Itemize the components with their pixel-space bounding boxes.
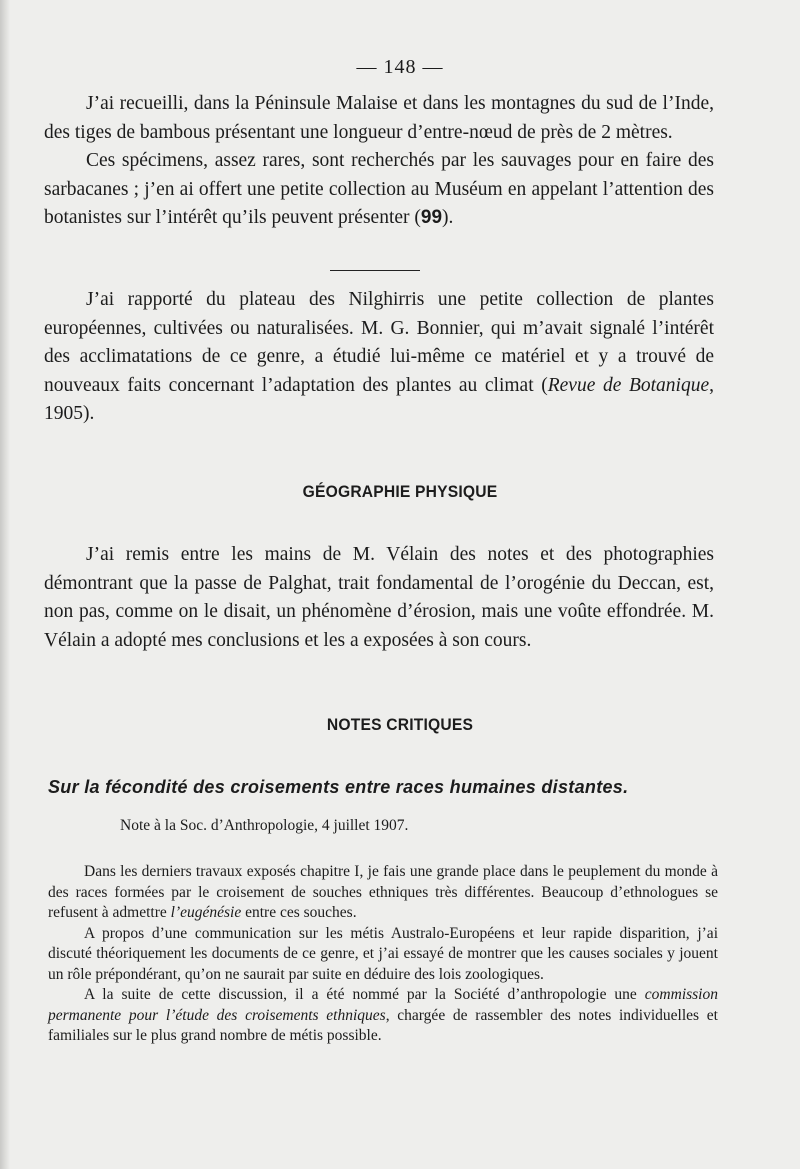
page-number: — 148 — [356, 56, 444, 78]
section-divider [330, 270, 420, 271]
paragraph-palghat: J’ai remis entre les mains de M. Vélain des notes et des photographies démontrant que la passe de Palghat, trait fondamental de l’orogénie du Deccan, est, non pas, comme on le disait, un phénomène d’érosion, mais une voûte effondrée. M. Vélain a adopté mes conclusions et les a exposées à son cours. [44, 544, 714, 651]
geographie-paragraph-block [44, 541, 714, 655]
section-title-geographie: GÉOGRAPHIE PHYSIQUE [302, 482, 498, 501]
note-reference: Note à la Soc. d’Anthropologie, 4 juillet 1907. [120, 817, 409, 834]
article-title: Sur la fécondité des croisements entre races humaines distantes. [48, 777, 629, 797]
paragraph-commission: A la suite de cette discussion, il a été nommé par la Société d’anthropologie une commission permanente pour l’étude des croisements ethniques, chargée de rassembler des notes individuelles et familiales sur le plus grand nombre de métis possible. [48, 986, 718, 1044]
paragraph-metis: A propos d’une communication sur les métis Australo-Européens et leur rapide disparition, j’ai discuté théoriquement les documents de ce genre, et j’ai essayé de montrer que les causes sociales y jouent un rôle prépondérant, qu’on ne saurait par suite en déduire des lois zoologiques. [48, 924, 718, 983]
paragraph-bambou: J’ai recueilli, dans la Péninsule Malaise et dans les montagnes du sud de l’Inde, des tiges de bambous présentant une longueur d’entre-nœud de près de 2 mètres. [44, 93, 714, 143]
notes-critiques-body [48, 862, 718, 1047]
page-gutter-shadow [0, 0, 10, 1169]
paragraph-sarbacanes: Ces spécimens, assez rares, sont recherchés par les sauvages pour en faire des sarbacanes ; j’en ai offert une petite collection au Muséum en appelant l’attention des botanistes sur l’intérêt qu’ils peuvent présenter (99). [44, 150, 714, 228]
journal-name: Revue de Botanique [547, 374, 710, 396]
intro-paragraphs [44, 90, 714, 233]
paragraph-eugenesie: Dans les derniers travaux exposés chapitre I, je fais une grande place dans le peuplement du monde à des races formées par le croisement de souches ethniques très différentes. Beaucoup d’ethnologues se refusent à admettre l’eugénésie entre ces souches. [48, 863, 718, 921]
paragraph-nilghirris: J’ai rapporté du plateau des Nilghirris une petite collection de plantes européennes, cultivées ou naturalisées. M. G. Bonnier, qui m’avait signalé l’intérêt des acclimatations de ce genre, a étudié lui-même ce matériel et y a trouvé de nouveaux faits concernant l’adaptation des plantes au climat (Revue de Botanique, 1905). [44, 289, 714, 424]
section-title-notes-critiques: NOTES CRITIQUES [326, 715, 474, 734]
nilghirris-paragraph-block [44, 286, 714, 429]
reference-number: 99 [420, 207, 443, 228]
